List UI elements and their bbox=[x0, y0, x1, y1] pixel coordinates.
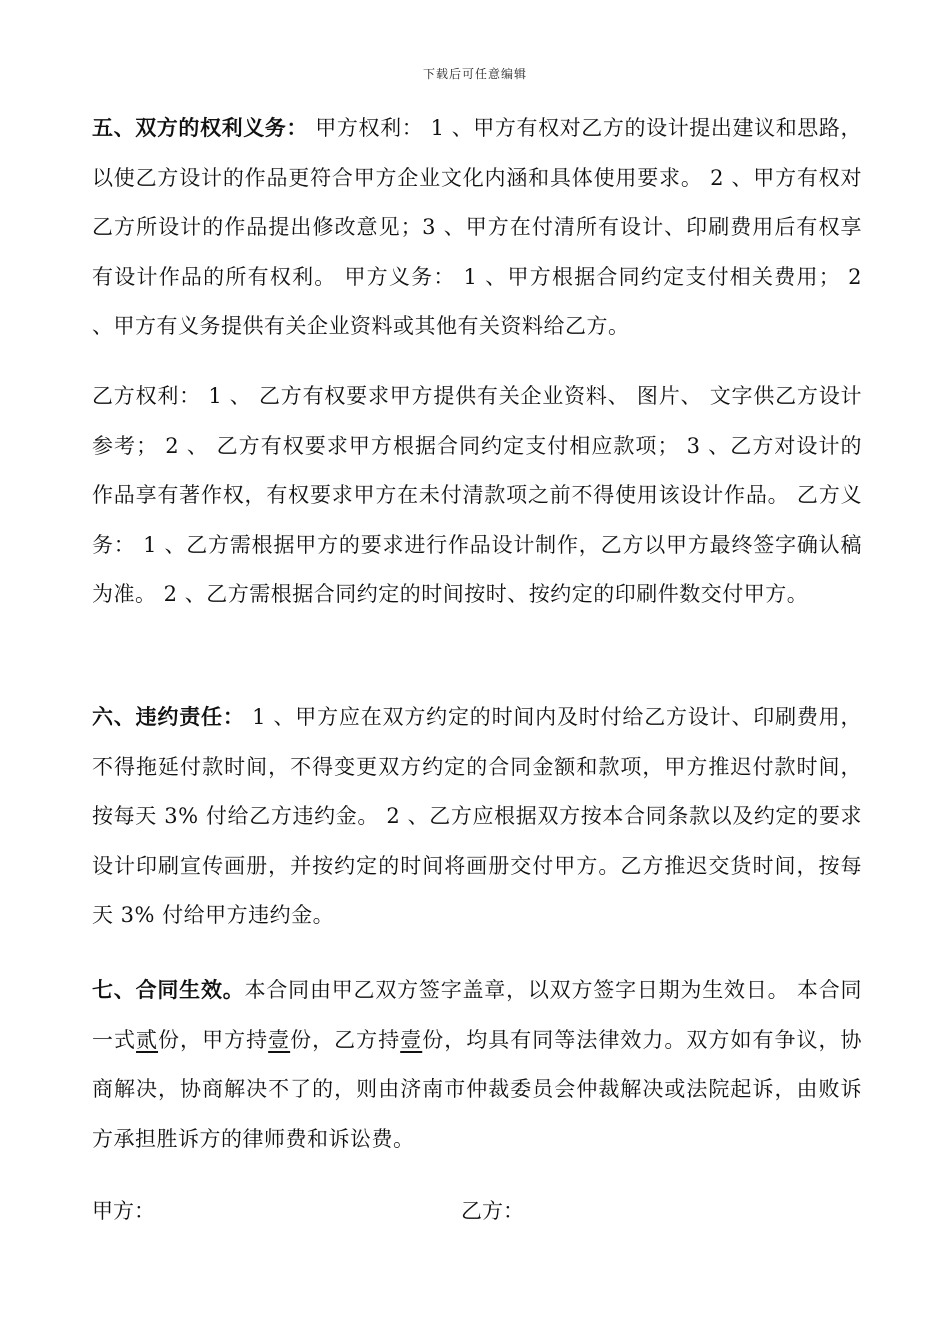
signature-party-b: 乙方： bbox=[461, 1199, 524, 1223]
section-7-text-4: 份，均具有同等法律效力。双方如有争议，协商解决，协商解决不了的，则由济南市仲裁委员会仲裁解决或法院起诉，由败诉方承担胜诉方的律师费和诉讼费。 bbox=[92, 1027, 863, 1151]
page-header: 下载后可任意编辑 bbox=[422, 67, 527, 81]
section-7-effectiveness bbox=[92, 966, 862, 1164]
section-5-party-a-text: 甲方权利： 1 、甲方有权对乙方的设计提出建议和思路，以使乙方设计的作品更符合甲方企业文化内涵和具体使用要求。 2 、甲方有权对乙方所设计的作品提出修改意见；3 、甲方在付清所有设计、印刷费用后有权享有设计作品的所有权利。 甲方义务： 1 、甲方根据合同约定支付相关费用； 2 、甲方有义务提供有关企业资料或其他有关资料给乙方。 bbox=[92, 116, 863, 338]
copies-party-b: 壹 bbox=[400, 1027, 423, 1052]
section-7-text-1: 本合同由甲乙双方签字盖章，以双方签字日期为生效日。 本合同一式 bbox=[92, 978, 862, 1052]
section-6-text: 1 、甲方应在双方约定的时间内及时付给乙方设计、印刷费用，不得拖延付款时间，不得变更双方约定的合同金额和款项，甲方推迟付款时间，按每天 3% 付给乙方违约金。 2 、乙方应根据双方按本合同条款以及约定的要求设计印刷宣传画册，并按约定的时间将画册交付甲方。乙方推迟交货时间，按每天 3% 付给甲方违约金。 bbox=[92, 705, 862, 927]
section-5-obligations-party-a bbox=[92, 104, 862, 352]
section-7-heading: 七、合同生效。 bbox=[92, 978, 245, 1002]
section-6-liability bbox=[92, 693, 862, 941]
section-5-obligations-party-b: 乙方权利： 1 、 乙方有权要求甲方提供有关企业资料、 图片、 文字供乙方设计参考； 2 、 乙方有权要求甲方根据合同约定支付相应款项； 3 、乙方对设计的作品享有著作权，有权要求甲方在未付清款项之前不得使用该设计作品。 乙方义务： 1 、乙方需根据甲方的要求进行作品设计制作，乙方以甲方最终签字确认稿为准。 2 、乙方需根据合同约定的时间按时、按约定的印刷件数交付甲方。 bbox=[92, 384, 862, 606]
copies-total: 贰 bbox=[136, 1027, 159, 1052]
signature-party-a: 甲方： bbox=[92, 1199, 155, 1223]
copies-party-a: 壹 bbox=[268, 1027, 291, 1052]
section-7-text-3: 份，乙方持 bbox=[290, 1027, 401, 1052]
section-7-text-2: 份，甲方持 bbox=[158, 1027, 269, 1052]
section-5-heading: 五、双方的权利义务： bbox=[92, 116, 309, 140]
section-6-heading: 六、违约责任： bbox=[92, 705, 245, 729]
